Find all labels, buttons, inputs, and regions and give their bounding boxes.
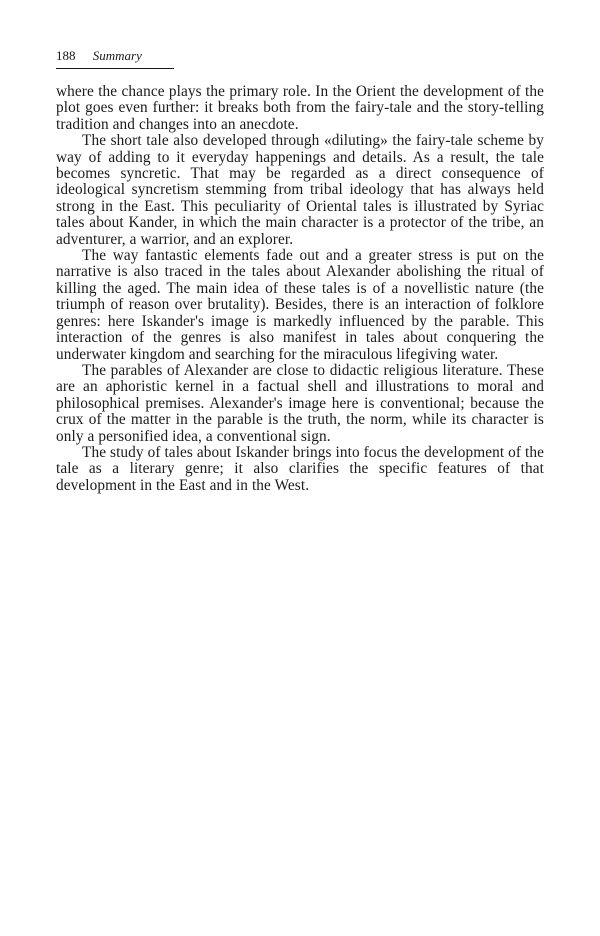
paragraph-conclusion: The study of tales about Iskander brings into focus the development of the tale as a literary genre; it also clarifies the specific features of that development in the East and in the West. <box>56 443 544 494</box>
paragraph-fantastic-elements: The way fantastic elements fade out and a greater stress is put on the narrative is also traced in the tales about Alexander abolishing the ritual of killing the aged. The main idea of these tales is of a novellistic nature (the triumph of reason over brutality). Besides, there is an interaction of folklore genres: here Iskander's image is markedly influenced by the parable. This interaction of the genres is also manifest in tales about conquering the underwater kingdom and searching for the miraculous lifegiving water. <box>56 247 544 363</box>
page-number: 188 <box>56 48 76 63</box>
header-rule <box>56 68 174 69</box>
running-title: Summary <box>92 48 142 63</box>
paragraph-continuation: where the chance plays the primary role. In the Orient the development of the plot goes even further: it breaks both from the fairy-tale and the story-telling tradition and changes into an anecdote. <box>56 83 544 133</box>
body-text <box>56 84 544 494</box>
paragraph-short-tale: The short tale also developed through «diluting» the fairy-tale scheme by way of adding to it everyday happenings and details. As a result, the tale becomes syncretic. That may be regarded as a direct consequence of ideological syncretism stemming from tribal ideology that has always held strong in the East. This peculiarity of Oriental tales is illustrated by Syriac tales about Kander, in which the main character is a protector of the tribe, an adventurer, a warrior, and an explorer. <box>56 132 544 248</box>
paragraph-parables: The parables of Alexander are close to didactic religious literature. These are an aphoristic kernel in a factual shell and illustrations to moral and philosophical premises. Alexander's image here is conventional; because the crux of the matter in the parable is the truth, the norm, while its character is only a personified idea, a conventional sign. <box>56 361 544 445</box>
running-head <box>56 48 544 64</box>
page <box>56 48 544 494</box>
